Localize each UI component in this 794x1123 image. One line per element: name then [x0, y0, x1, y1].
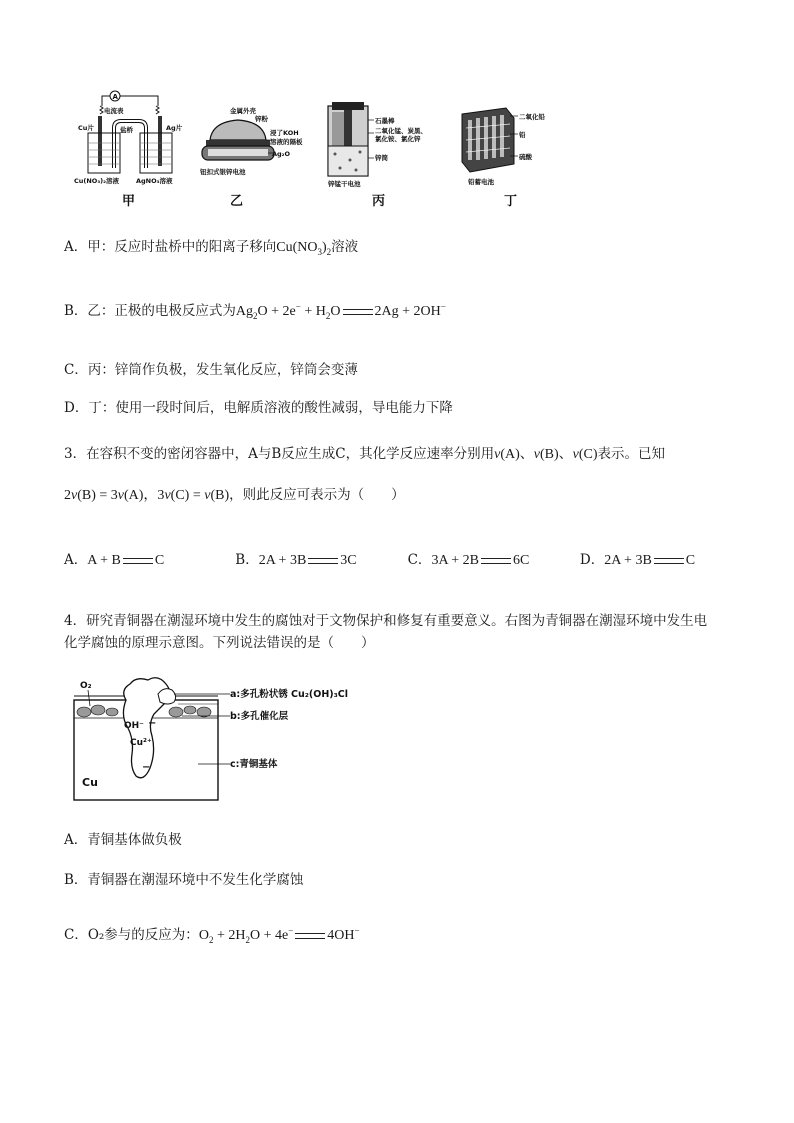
label-b: b:多孔催化层: [230, 711, 289, 722]
zinc-powder-label: 锌粉: [255, 115, 268, 123]
battery-figures: [70, 88, 570, 213]
caption-bing: 丙: [372, 194, 386, 209]
salt-bridge-label: 盐桥: [120, 126, 133, 134]
minus-1: −: [148, 718, 157, 729]
q2-option-b: B．乙：正极的电极反应式为$Ag_2O + 2e^- + H_2O$ 2Ag + 2OH−: [64, 301, 446, 321]
q4-option-a: A．青铜基体做负极: [64, 832, 182, 848]
ammeter-symbol: A: [112, 93, 118, 101]
cell-ding: [462, 108, 546, 209]
acid-label: 硫酸: [519, 153, 532, 161]
oh-label: OH⁻: [124, 721, 144, 731]
dry-cell-name: 锌锰干电池: [328, 180, 361, 188]
q3-option-d: D．2A + 3B C: [579, 552, 696, 568]
paste-label-2: 氯化铵、氯化锌: [375, 135, 421, 143]
graphite-label: 石墨棒: [375, 117, 395, 125]
label-a: a:多孔粉状锈 Cu₂(OH)₃Cl: [230, 689, 349, 700]
caption-jia: 甲: [122, 194, 136, 209]
ag-plate-label: Ag片: [166, 124, 183, 132]
minus-2: −: [142, 762, 151, 773]
button-cell-name: 钮扣式银锌电池: [200, 168, 246, 176]
left-solution-label: Cu(NO₃)₂溶液: [74, 177, 119, 185]
cu-plate-label: Cu片: [78, 124, 94, 132]
cu-base-label: Cu: [82, 776, 98, 789]
q4-stem-line2: 化学腐蚀的原理示意图。下列说法错误的是（ ）: [64, 635, 375, 651]
paste-label-1: 二氧化锰、炭黑、: [375, 127, 427, 135]
shell-label: 金属外壳: [230, 107, 256, 115]
separator-label-2: 溶液的隔板: [270, 138, 303, 146]
lead-acid-name: 铅蓄电池: [468, 178, 494, 186]
cell-bing: [327, 102, 427, 209]
cu2-label: Cu²⁺: [130, 738, 152, 748]
q3-option-c: C．3A + 2B 6C: [407, 552, 530, 568]
caption-ding: 丁: [504, 194, 518, 209]
ag2o-label: Ag₂O: [272, 150, 291, 158]
label-c: c:青铜基体: [230, 759, 278, 770]
q3-stem-line1: 3．在容积不变的密闭容器中，A与B反应生成C，其化学反应速率分别用v(A)、v(B)、v(C)表示。已知: [64, 446, 666, 462]
q4-stem-line1: 4．研究青铜器在潮湿环境中发生的腐蚀对于文物保护和修复有重要意义。右图为青铜器在潮湿环境中发生电: [64, 613, 708, 629]
q2-option-d: D．丁：使用一段时间后，电解质溶液的酸性减弱，导电能力下降: [64, 400, 453, 416]
q2-option-a: A．甲：反应时盐桥中的阳离子移向$Cu(NO_3)_2$溶液: [64, 239, 359, 257]
q3-stem-line2: 2v(B) = 3v(A)，3v(C) = v(B)，则此反应可表示为（ ）: [64, 487, 405, 503]
ammeter-label: 电流表: [104, 107, 124, 115]
bronze-corrosion-diagram: [70, 672, 410, 804]
zinc-can-label: 锌筒: [375, 154, 388, 162]
pb-label: 铅: [519, 131, 526, 139]
q4-option-b: B．青铜器在潮湿环境中不发生化学腐蚀: [64, 872, 304, 888]
q4-option-c: C．O₂参与的反应为：$O_2 + 2H_2O + 4e^-$ 4OH−: [64, 925, 360, 945]
caption-yi: 乙: [230, 194, 244, 209]
pbo2-label: 二氧化铅: [519, 113, 545, 121]
cell-yi: [199, 106, 303, 209]
separator-label-1: 浸了KOH: [270, 129, 299, 137]
q3-options: [64, 551, 695, 570]
cell-jia: [74, 91, 183, 209]
right-solution-label: AgNO₃溶液: [136, 177, 173, 185]
o2-label: O₂: [80, 681, 92, 691]
q3-option-b: B．2A + 3B 3C: [235, 552, 357, 568]
q3-option-a: A．A + B C: [64, 552, 165, 568]
q2-option-c: C．丙：锌筒作负极，发生氧化反应，锌筒会变薄: [64, 362, 358, 378]
